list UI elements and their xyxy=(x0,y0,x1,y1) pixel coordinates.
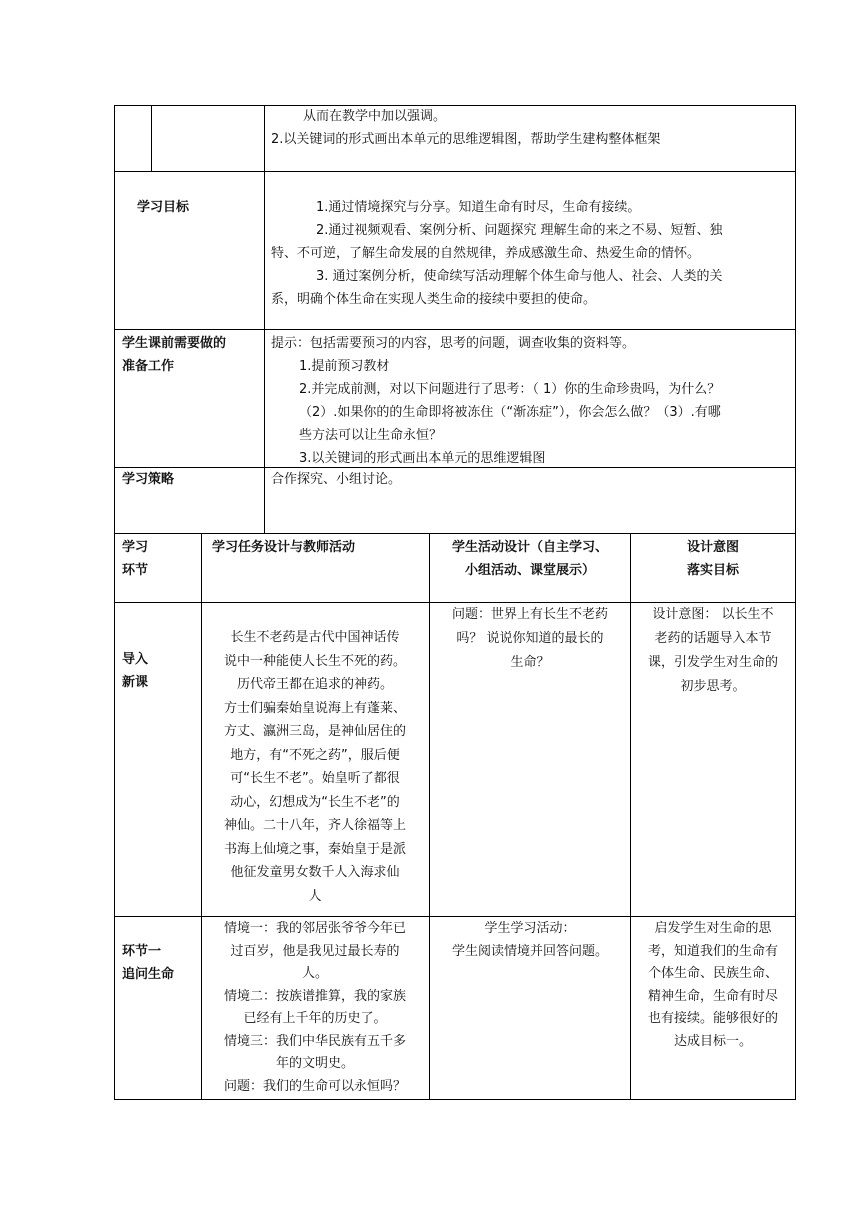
header-intent-2: 落实目标 xyxy=(686,563,739,578)
sec1-intent-line: 个体生命、民族生命、 xyxy=(647,966,778,981)
prep-label-1: 学生课前需要做的 xyxy=(122,336,227,351)
goal-3b: 系，明确个体生命在实现人类生命的接续中要担的使命。 xyxy=(271,292,597,307)
top-line-1: 从而在教学中加以强调。 xyxy=(303,109,447,124)
table-border xyxy=(114,916,796,917)
header-stage xyxy=(122,536,148,582)
table-border xyxy=(114,105,115,1100)
prep-label xyxy=(122,332,226,378)
header-stage-1: 学习 xyxy=(122,540,149,555)
goal-2a: 2.通过视频观看、案例分析、问题探究 理解生命的来之不易、短暂、独 xyxy=(316,223,723,238)
sec1-teacher-line: 过百岁，他是我见过最长寿的 xyxy=(230,943,400,959)
sec1-teacher xyxy=(206,918,424,1098)
sec1-intent-line: 达成目标一。 xyxy=(673,1033,752,1049)
table-border xyxy=(114,1099,796,1100)
top-line-2: 2.以关键词的形式画出本单元的思维逻辑图，帮助学生建构整体框架 xyxy=(271,132,661,147)
intro-teacher-line: 动心，幻想成为“长生不老”的 xyxy=(230,794,400,810)
intro-label xyxy=(122,648,148,694)
intro-teacher-line: 方士们骗秦始皇说海上有蓬莱、 xyxy=(223,700,406,716)
sec1-label xyxy=(122,940,174,986)
table-border xyxy=(795,105,796,1100)
prep-item-2c: 些方法可以让生命永恒？ xyxy=(299,428,443,443)
goal-2b: 特、不可逆，了解生命发展的自然规律，养成感激生命、热爱生命的情怀。 xyxy=(271,246,701,261)
sec1-intent-line: 考，知道我们的生命有 xyxy=(647,943,778,959)
intro-student-line: 生命？ xyxy=(510,655,550,670)
intro-teacher-line: 可“长生不老”。始皇听了都很 xyxy=(230,771,400,786)
sec1-intent-line: 启发学生对生命的思 xyxy=(654,921,772,936)
intro-student-line: 问题：世界上有长生不老药 xyxy=(451,607,608,622)
sec1-intent-line: 也有接续。能够很好的 xyxy=(647,1011,778,1026)
intro-teacher-line: 地方，有“不死之药”，服后便 xyxy=(230,747,400,763)
intro-label-1: 导入 xyxy=(122,652,149,667)
prep-item-1: 1.提前预习教材 xyxy=(299,359,390,374)
header-student-2: 小组活动、课堂展示） xyxy=(464,563,595,578)
prep-item-2a: 2.并完成前测，对以下问题进行了思考：（ 1）你的生命珍贵吗，为什么？ xyxy=(299,382,721,397)
goal-1: 1.通过情境探究与分享。知道生命有时尽，生命有接续。 xyxy=(316,200,641,215)
prep-item-3: 3.以关键词的形式画出本单元的思维逻辑图 xyxy=(299,451,546,466)
header-stage-2: 环节 xyxy=(122,563,149,578)
header-teacher: 学习任务设计与教师活动 xyxy=(212,540,356,555)
intro-student xyxy=(432,603,628,675)
goals-content xyxy=(271,196,791,311)
strategy-text: 合作探究、小组讨论。 xyxy=(271,472,402,487)
table-border xyxy=(114,171,796,172)
intro-teacher-line: 人 xyxy=(308,888,322,904)
header-intent-1: 设计意图 xyxy=(686,540,739,555)
table-border xyxy=(630,533,631,1100)
intro-teacher-line: 神仙。二十八年，齐人徐福等上 xyxy=(223,818,406,833)
top-continuation xyxy=(271,105,791,151)
prep-item-2b: （2）.如果你的的生命即将被冻住（“渐冻症”），你会怎么做？（3）.有哪 xyxy=(299,405,721,420)
sec1-teacher-line: 年的文明史。 xyxy=(275,1056,354,1071)
sec1-label-2: 追问生命 xyxy=(122,967,175,982)
prep-hint: 提示：包括需要预习的内容，思考的问题，调查收集的资料等。 xyxy=(271,336,636,351)
sec1-teacher-line: 人。 xyxy=(301,966,328,981)
intro-intent-line: 课，引发学生对生命的 xyxy=(647,655,778,670)
sec1-student-line: 学生阅读情境并回答问题。 xyxy=(451,943,608,959)
intro-intent-line: 设计意图： 以长生不 xyxy=(652,607,774,622)
strategy-label: 学习策略 xyxy=(122,472,175,487)
sec1-label-1: 环节一 xyxy=(122,944,162,959)
intro-teacher xyxy=(206,626,424,908)
table-border xyxy=(114,533,796,534)
intro-teacher-line: 方丈、瀛洲三岛，是神仙居住的 xyxy=(223,724,406,739)
header-student xyxy=(430,536,630,582)
sec1-teacher-line: 问题：我们的生命可以永恒吗？ xyxy=(223,1078,406,1094)
sec1-teacher-line: 情境二：按族谱推算，我的家族 xyxy=(223,988,406,1004)
table-border xyxy=(151,105,152,172)
intro-student-line: 吗？ 说说你知道的最长的 xyxy=(456,631,604,646)
intro-teacher-line: 他征发童男女数千人入海求仙 xyxy=(230,865,400,880)
intro-intent-line: 老药的话题导入本节 xyxy=(654,631,772,646)
intro-intent-line: 初步思考。 xyxy=(680,679,746,694)
intro-intent xyxy=(634,603,792,699)
intro-teacher-line: 书海上仙境之事，秦始皇于是派 xyxy=(223,841,406,857)
sec1-teacher-line: 已经有上千年的历史了。 xyxy=(243,1011,387,1026)
sec1-student xyxy=(432,918,628,963)
table-border xyxy=(201,533,202,1100)
intro-teacher-line: 说中一种能使人长生不死的药。 xyxy=(223,653,406,669)
prep-content xyxy=(271,332,791,470)
sec1-teacher-line: 情境三：我们中华民族有五千多 xyxy=(223,1033,406,1049)
table-border xyxy=(264,105,265,534)
intro-teacher-line: 长生不老药是古代中国神话传 xyxy=(230,630,400,645)
intro-teacher-line: 历代帝王都在追求的神药。 xyxy=(236,677,393,692)
intro-label-2: 新课 xyxy=(122,675,149,690)
sec1-teacher-line: 情境一：我的邻居张爷爷今年已 xyxy=(223,921,406,936)
header-intent xyxy=(631,536,795,582)
table-border xyxy=(114,329,796,330)
header-student-1: 学生活动设计（自主学习、 xyxy=(451,540,608,555)
sec1-intent-line: 精神生命，生命有时尽 xyxy=(647,988,778,1004)
prep-label-2: 准备工作 xyxy=(122,359,175,374)
goal-3a: 3. 通过案例分析，使命续写活动理解个体生命与他人、社会、人类的关 xyxy=(316,269,723,284)
sec1-intent xyxy=(634,918,792,1053)
table-border xyxy=(429,533,430,1100)
sec1-student-line: 学生学习活动： xyxy=(484,921,576,936)
goals-label: 学习目标 xyxy=(137,200,190,215)
